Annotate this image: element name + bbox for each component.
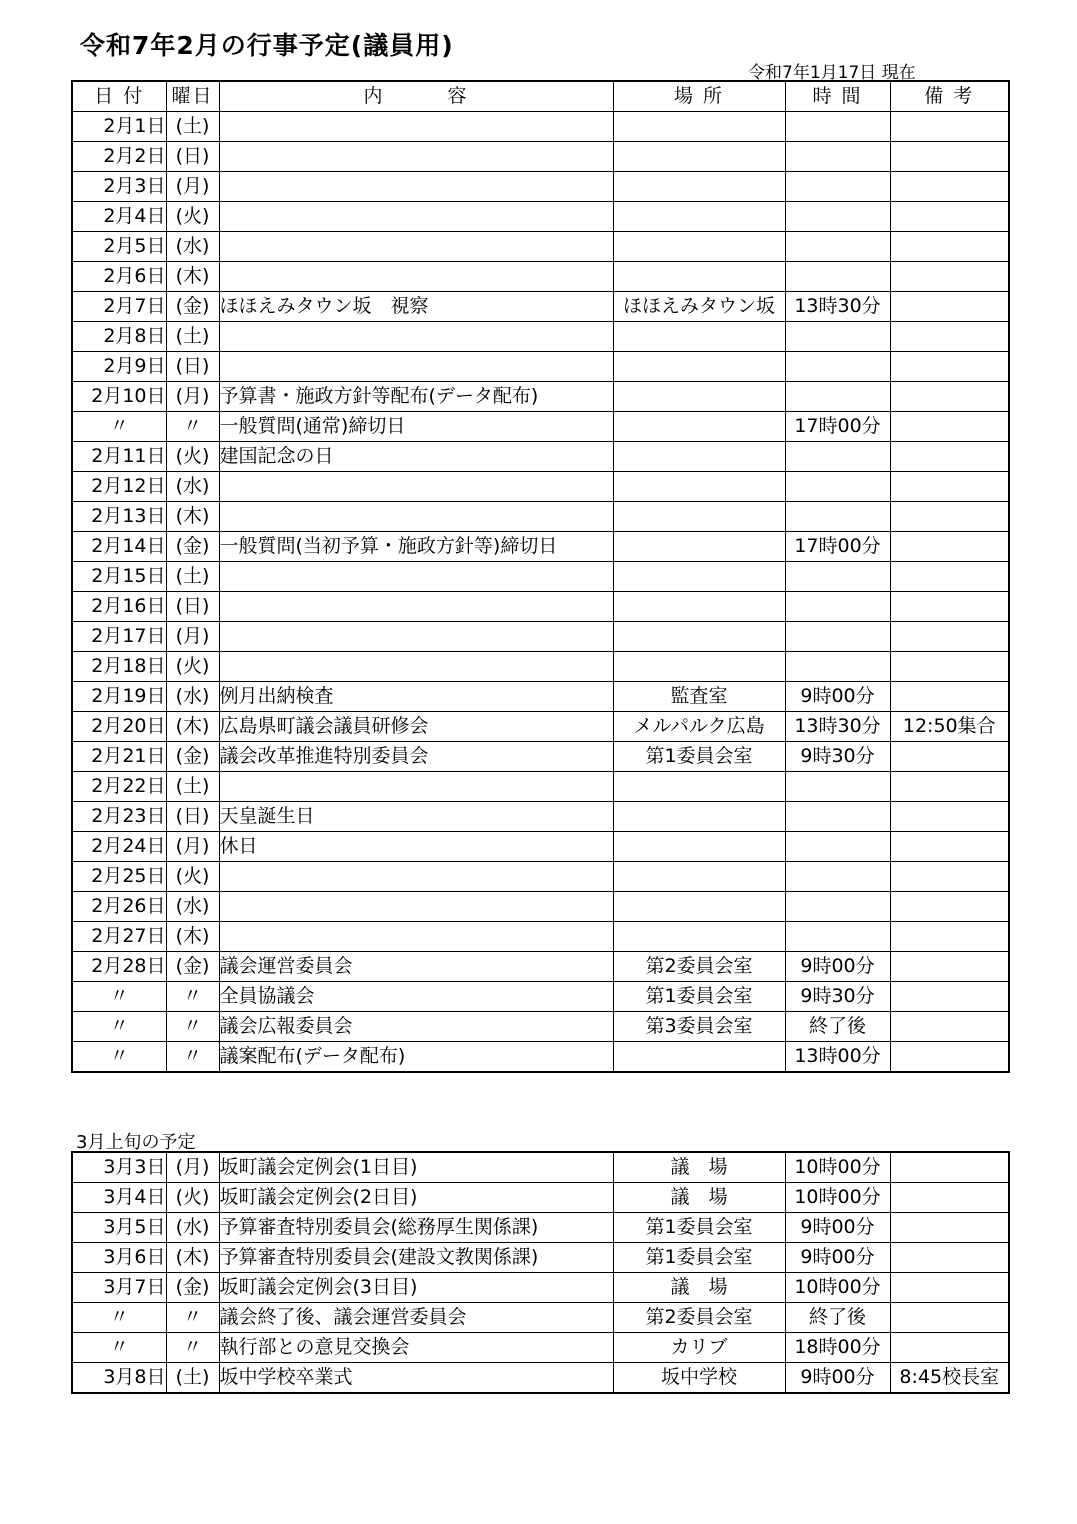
place-cell: 第2委員会室 bbox=[613, 1303, 785, 1333]
content-cell bbox=[219, 862, 613, 892]
column-header-content: 内 容 bbox=[219, 81, 613, 112]
note-cell bbox=[890, 802, 1009, 832]
place-cell bbox=[613, 202, 785, 232]
table-row bbox=[72, 1243, 1009, 1273]
place-cell bbox=[613, 592, 785, 622]
time-cell bbox=[785, 892, 890, 922]
note-cell bbox=[890, 742, 1009, 772]
date-cell: 2月18日 bbox=[72, 652, 166, 682]
dow-cell: (火) bbox=[166, 1183, 219, 1213]
content-cell bbox=[219, 622, 613, 652]
time-cell: 9時00分 bbox=[785, 1213, 890, 1243]
date-cell: 2月6日 bbox=[72, 262, 166, 292]
table-row bbox=[72, 112, 1009, 142]
place-cell bbox=[613, 892, 785, 922]
date-cell: 2月24日 bbox=[72, 832, 166, 862]
time-cell bbox=[785, 322, 890, 352]
note-cell bbox=[890, 472, 1009, 502]
time-cell: 9時00分 bbox=[785, 1243, 890, 1273]
time-cell: 13時30分 bbox=[785, 712, 890, 742]
table-row bbox=[72, 1213, 1009, 1243]
date-cell: 2月21日 bbox=[72, 742, 166, 772]
table-row bbox=[72, 712, 1009, 742]
table-row bbox=[72, 832, 1009, 862]
note-cell bbox=[890, 892, 1009, 922]
dow-cell: (木) bbox=[166, 712, 219, 742]
time-cell: 17時00分 bbox=[785, 532, 890, 562]
table-row bbox=[72, 922, 1009, 952]
time-cell bbox=[785, 832, 890, 862]
content-cell: 議会広報委員会 bbox=[219, 1012, 613, 1042]
date-cell: 2月3日 bbox=[72, 172, 166, 202]
note-cell bbox=[890, 952, 1009, 982]
place-cell: 第2委員会室 bbox=[613, 952, 785, 982]
note-cell: 12:50集合 bbox=[890, 712, 1009, 742]
date-cell: 3月6日 bbox=[72, 1243, 166, 1273]
content-cell: 坂中学校卒業式 bbox=[219, 1363, 613, 1394]
dow-cell: (土) bbox=[166, 562, 219, 592]
dow-cell: (日) bbox=[166, 352, 219, 382]
column-header-note: 備 考 bbox=[890, 81, 1009, 112]
time-cell bbox=[785, 202, 890, 232]
content-cell bbox=[219, 772, 613, 802]
note-cell bbox=[890, 352, 1009, 382]
table-row bbox=[72, 502, 1009, 532]
date-cell: 2月11日 bbox=[72, 442, 166, 472]
time-cell: 13時00分 bbox=[785, 1042, 890, 1073]
dow-cell: (火) bbox=[166, 862, 219, 892]
date-cell: 〃 bbox=[72, 982, 166, 1012]
table-row bbox=[72, 1303, 1009, 1333]
place-cell bbox=[613, 532, 785, 562]
content-cell bbox=[219, 232, 613, 262]
table-row bbox=[72, 1273, 1009, 1303]
table-row bbox=[72, 322, 1009, 352]
dow-cell: 〃 bbox=[166, 1042, 219, 1073]
place-cell bbox=[613, 232, 785, 262]
content-cell: 休日 bbox=[219, 832, 613, 862]
content-cell: 坂町議会定例会(3日目) bbox=[219, 1273, 613, 1303]
content-cell: 議会終了後、議会運営委員会 bbox=[219, 1303, 613, 1333]
place-cell: 議 場 bbox=[613, 1183, 785, 1213]
table-row bbox=[72, 682, 1009, 712]
dow-cell: (水) bbox=[166, 892, 219, 922]
table-row bbox=[72, 352, 1009, 382]
table-row bbox=[72, 862, 1009, 892]
date-cell: 2月19日 bbox=[72, 682, 166, 712]
dow-cell: (金) bbox=[166, 1273, 219, 1303]
date-cell: 2月26日 bbox=[72, 892, 166, 922]
table-row bbox=[72, 1042, 1009, 1073]
table-row bbox=[72, 262, 1009, 292]
place-cell bbox=[613, 112, 785, 142]
time-cell bbox=[785, 652, 890, 682]
time-cell: 10時00分 bbox=[785, 1152, 890, 1183]
note-cell bbox=[890, 1333, 1009, 1363]
note-cell bbox=[890, 382, 1009, 412]
dow-cell: (日) bbox=[166, 142, 219, 172]
dow-cell: 〃 bbox=[166, 1303, 219, 1333]
place-cell: 第1委員会室 bbox=[613, 982, 785, 1012]
note-cell bbox=[890, 652, 1009, 682]
content-cell: 坂町議会定例会(2日目) bbox=[219, 1183, 613, 1213]
time-cell bbox=[785, 802, 890, 832]
content-cell bbox=[219, 322, 613, 352]
place-cell bbox=[613, 562, 785, 592]
content-cell: 広島県町議会議員研修会 bbox=[219, 712, 613, 742]
place-cell bbox=[613, 382, 785, 412]
dow-cell: (月) bbox=[166, 1152, 219, 1183]
date-cell: 2月2日 bbox=[72, 142, 166, 172]
table-row bbox=[72, 472, 1009, 502]
dow-cell: (月) bbox=[166, 382, 219, 412]
note-cell bbox=[890, 502, 1009, 532]
time-cell: 終了後 bbox=[785, 1012, 890, 1042]
time-cell: 10時00分 bbox=[785, 1273, 890, 1303]
place-cell bbox=[613, 322, 785, 352]
dow-cell: (土) bbox=[166, 112, 219, 142]
note-cell bbox=[890, 1183, 1009, 1213]
note-cell bbox=[890, 172, 1009, 202]
date-cell: 2月22日 bbox=[72, 772, 166, 802]
date-cell: 〃 bbox=[72, 1303, 166, 1333]
place-cell bbox=[613, 352, 785, 382]
date-cell: 2月16日 bbox=[72, 592, 166, 622]
content-cell: 議会運営委員会 bbox=[219, 952, 613, 982]
time-cell: 10時00分 bbox=[785, 1183, 890, 1213]
dow-cell: (水) bbox=[166, 232, 219, 262]
content-cell: 天皇誕生日 bbox=[219, 802, 613, 832]
table-row bbox=[72, 202, 1009, 232]
dow-cell: (土) bbox=[166, 322, 219, 352]
time-cell bbox=[785, 592, 890, 622]
table-row bbox=[72, 772, 1009, 802]
note-cell bbox=[890, 442, 1009, 472]
place-cell: 第1委員会室 bbox=[613, 1213, 785, 1243]
content-cell bbox=[219, 892, 613, 922]
page-title: 令和7年2月の行事予定(議員用) bbox=[80, 31, 454, 60]
note-cell bbox=[890, 232, 1009, 262]
dow-cell: 〃 bbox=[166, 412, 219, 442]
dow-cell: (土) bbox=[166, 772, 219, 802]
date-cell: 3月7日 bbox=[72, 1273, 166, 1303]
place-cell: 議 場 bbox=[613, 1152, 785, 1183]
time-cell bbox=[785, 262, 890, 292]
time-cell bbox=[785, 502, 890, 532]
place-cell bbox=[613, 772, 785, 802]
time-cell: 9時30分 bbox=[785, 982, 890, 1012]
time-cell: 9時00分 bbox=[785, 682, 890, 712]
note-cell bbox=[890, 1243, 1009, 1273]
place-cell: 第1委員会室 bbox=[613, 1243, 785, 1273]
time-cell: 9時00分 bbox=[785, 1363, 890, 1394]
date-cell: 〃 bbox=[72, 412, 166, 442]
note-cell bbox=[890, 592, 1009, 622]
time-cell bbox=[785, 472, 890, 502]
date-cell: 〃 bbox=[72, 1012, 166, 1042]
table-row bbox=[72, 952, 1009, 982]
place-cell bbox=[613, 862, 785, 892]
time-cell bbox=[785, 382, 890, 412]
place-cell bbox=[613, 502, 785, 532]
dow-cell: 〃 bbox=[166, 1333, 219, 1363]
table-row bbox=[72, 802, 1009, 832]
dow-cell: (月) bbox=[166, 172, 219, 202]
column-header-time: 時 間 bbox=[785, 81, 890, 112]
dow-cell: (水) bbox=[166, 472, 219, 502]
place-cell bbox=[613, 172, 785, 202]
table-row bbox=[72, 232, 1009, 262]
date-cell: 3月3日 bbox=[72, 1152, 166, 1183]
date-cell: 2月15日 bbox=[72, 562, 166, 592]
table-row bbox=[72, 412, 1009, 442]
note-cell bbox=[890, 862, 1009, 892]
date-cell: 2月25日 bbox=[72, 862, 166, 892]
column-header-place: 場 所 bbox=[613, 81, 785, 112]
note-cell bbox=[890, 112, 1009, 142]
note-cell bbox=[890, 1273, 1009, 1303]
note-cell bbox=[890, 202, 1009, 232]
place-cell bbox=[613, 922, 785, 952]
table-row bbox=[72, 442, 1009, 472]
note-cell: 8:45校長室 bbox=[890, 1363, 1009, 1394]
note-cell bbox=[890, 142, 1009, 172]
time-cell: 13時30分 bbox=[785, 292, 890, 322]
march-heading: 3月上旬の予定 bbox=[76, 1132, 196, 1153]
table-row bbox=[72, 142, 1009, 172]
february-schedule-table bbox=[71, 80, 1010, 1073]
time-cell: 終了後 bbox=[785, 1303, 890, 1333]
date-cell: 2月5日 bbox=[72, 232, 166, 262]
table-row bbox=[72, 1012, 1009, 1042]
dow-cell: (日) bbox=[166, 802, 219, 832]
dow-cell: (金) bbox=[166, 742, 219, 772]
place-cell bbox=[613, 652, 785, 682]
time-cell: 9時00分 bbox=[785, 952, 890, 982]
table-row bbox=[72, 1152, 1009, 1183]
time-cell bbox=[785, 442, 890, 472]
content-cell: 議案配布(データ配布) bbox=[219, 1042, 613, 1073]
place-cell bbox=[613, 802, 785, 832]
place-cell: メルパルク広島 bbox=[613, 712, 785, 742]
date-cell: 2月10日 bbox=[72, 382, 166, 412]
dow-cell: (水) bbox=[166, 682, 219, 712]
content-cell bbox=[219, 592, 613, 622]
content-cell: 予算審査特別委員会(総務厚生関係課) bbox=[219, 1213, 613, 1243]
dow-cell: (金) bbox=[166, 952, 219, 982]
date-cell: 2月1日 bbox=[72, 112, 166, 142]
content-cell: 一般質問(当初予算・施政方針等)締切日 bbox=[219, 532, 613, 562]
note-cell bbox=[890, 832, 1009, 862]
place-cell bbox=[613, 412, 785, 442]
dow-cell: (金) bbox=[166, 532, 219, 562]
dow-cell: (月) bbox=[166, 832, 219, 862]
date-cell: 2月14日 bbox=[72, 532, 166, 562]
date-cell: 2月13日 bbox=[72, 502, 166, 532]
dow-cell: (土) bbox=[166, 1363, 219, 1394]
time-cell bbox=[785, 562, 890, 592]
table-row bbox=[72, 382, 1009, 412]
dow-cell: (木) bbox=[166, 1243, 219, 1273]
time-cell: 17時00分 bbox=[785, 412, 890, 442]
note-cell bbox=[890, 412, 1009, 442]
note-cell bbox=[890, 1012, 1009, 1042]
date-cell: 2月8日 bbox=[72, 322, 166, 352]
content-cell bbox=[219, 562, 613, 592]
time-cell: 9時30分 bbox=[785, 742, 890, 772]
note-cell bbox=[890, 1042, 1009, 1073]
date-cell: 2月12日 bbox=[72, 472, 166, 502]
place-cell bbox=[613, 442, 785, 472]
content-cell bbox=[219, 112, 613, 142]
content-cell bbox=[219, 922, 613, 952]
dow-cell: (木) bbox=[166, 502, 219, 532]
content-cell: 議会改革推進特別委員会 bbox=[219, 742, 613, 772]
place-cell: ほほえみタウン坂 bbox=[613, 292, 785, 322]
place-cell bbox=[613, 142, 785, 172]
table-row bbox=[72, 622, 1009, 652]
place-cell bbox=[613, 622, 785, 652]
date-cell: 2月28日 bbox=[72, 952, 166, 982]
dow-cell: 〃 bbox=[166, 1012, 219, 1042]
time-cell: 18時00分 bbox=[785, 1333, 890, 1363]
note-cell bbox=[890, 262, 1009, 292]
content-cell: 坂町議会定例会(1日目) bbox=[219, 1152, 613, 1183]
table-row bbox=[72, 1333, 1009, 1363]
content-cell: ほほえみタウン坂 視察 bbox=[219, 292, 613, 322]
place-cell bbox=[613, 262, 785, 292]
content-cell bbox=[219, 172, 613, 202]
dow-cell: (木) bbox=[166, 922, 219, 952]
note-cell bbox=[890, 772, 1009, 802]
note-cell bbox=[890, 622, 1009, 652]
note-cell bbox=[890, 1152, 1009, 1183]
time-cell bbox=[785, 112, 890, 142]
dow-cell: 〃 bbox=[166, 982, 219, 1012]
table-row bbox=[72, 652, 1009, 682]
place-cell: 坂中学校 bbox=[613, 1363, 785, 1394]
place-cell: 監査室 bbox=[613, 682, 785, 712]
content-cell bbox=[219, 652, 613, 682]
content-cell: 予算書・施政方針等配布(データ配布) bbox=[219, 382, 613, 412]
place-cell bbox=[613, 1042, 785, 1073]
as-of-date: 令和7年1月17日 現在 bbox=[748, 63, 916, 83]
time-cell bbox=[785, 772, 890, 802]
time-cell bbox=[785, 622, 890, 652]
dow-cell: (火) bbox=[166, 442, 219, 472]
date-cell: 2月23日 bbox=[72, 802, 166, 832]
table-row bbox=[72, 892, 1009, 922]
note-cell bbox=[890, 1213, 1009, 1243]
content-cell: 執行部との意見交換会 bbox=[219, 1333, 613, 1363]
dow-cell: (水) bbox=[166, 1213, 219, 1243]
dow-cell: (金) bbox=[166, 292, 219, 322]
note-cell bbox=[890, 1303, 1009, 1333]
date-cell: 2月17日 bbox=[72, 622, 166, 652]
table-row bbox=[72, 562, 1009, 592]
date-cell: 2月9日 bbox=[72, 352, 166, 382]
date-cell: 3月8日 bbox=[72, 1363, 166, 1394]
date-cell: 〃 bbox=[72, 1042, 166, 1073]
date-cell: 3月5日 bbox=[72, 1213, 166, 1243]
place-cell bbox=[613, 832, 785, 862]
table-row bbox=[72, 592, 1009, 622]
date-cell: 2月20日 bbox=[72, 712, 166, 742]
content-cell bbox=[219, 262, 613, 292]
note-cell bbox=[890, 322, 1009, 352]
table-row bbox=[72, 292, 1009, 322]
content-cell bbox=[219, 142, 613, 172]
place-cell: 議 場 bbox=[613, 1273, 785, 1303]
dow-cell: (火) bbox=[166, 652, 219, 682]
table-row bbox=[72, 1363, 1009, 1394]
content-cell: 全員協議会 bbox=[219, 982, 613, 1012]
note-cell bbox=[890, 682, 1009, 712]
place-cell: 第1委員会室 bbox=[613, 742, 785, 772]
date-cell: 〃 bbox=[72, 1333, 166, 1363]
content-cell bbox=[219, 202, 613, 232]
table-row bbox=[72, 532, 1009, 562]
content-cell: 予算審査特別委員会(建設文教関係課) bbox=[219, 1243, 613, 1273]
time-cell bbox=[785, 862, 890, 892]
date-cell: 2月7日 bbox=[72, 292, 166, 322]
dow-cell: (木) bbox=[166, 262, 219, 292]
content-cell: 例月出納検査 bbox=[219, 682, 613, 712]
note-cell bbox=[890, 562, 1009, 592]
note-cell bbox=[890, 292, 1009, 322]
dow-cell: (月) bbox=[166, 622, 219, 652]
place-cell: 第3委員会室 bbox=[613, 1012, 785, 1042]
time-cell bbox=[785, 232, 890, 262]
place-cell bbox=[613, 472, 785, 502]
content-cell: 一般質問(通常)締切日 bbox=[219, 412, 613, 442]
march-schedule-table bbox=[71, 1151, 1010, 1394]
table-row bbox=[72, 982, 1009, 1012]
content-cell bbox=[219, 472, 613, 502]
time-cell bbox=[785, 172, 890, 202]
table-row bbox=[72, 1183, 1009, 1213]
time-cell bbox=[785, 922, 890, 952]
column-header-dow: 曜日 bbox=[166, 81, 219, 112]
place-cell: カリブ bbox=[613, 1333, 785, 1363]
note-cell bbox=[890, 982, 1009, 1012]
content-cell bbox=[219, 502, 613, 532]
date-cell: 3月4日 bbox=[72, 1183, 166, 1213]
content-cell bbox=[219, 352, 613, 382]
note-cell bbox=[890, 922, 1009, 952]
date-cell: 2月27日 bbox=[72, 922, 166, 952]
content-cell: 建国記念の日 bbox=[219, 442, 613, 472]
table-row bbox=[72, 742, 1009, 772]
column-header-date: 日 付 bbox=[72, 81, 166, 112]
table-row bbox=[72, 172, 1009, 202]
dow-cell: (火) bbox=[166, 202, 219, 232]
date-cell: 2月4日 bbox=[72, 202, 166, 232]
table-header-row bbox=[72, 81, 1009, 112]
dow-cell: (日) bbox=[166, 592, 219, 622]
time-cell bbox=[785, 352, 890, 382]
note-cell bbox=[890, 532, 1009, 562]
time-cell bbox=[785, 142, 890, 172]
